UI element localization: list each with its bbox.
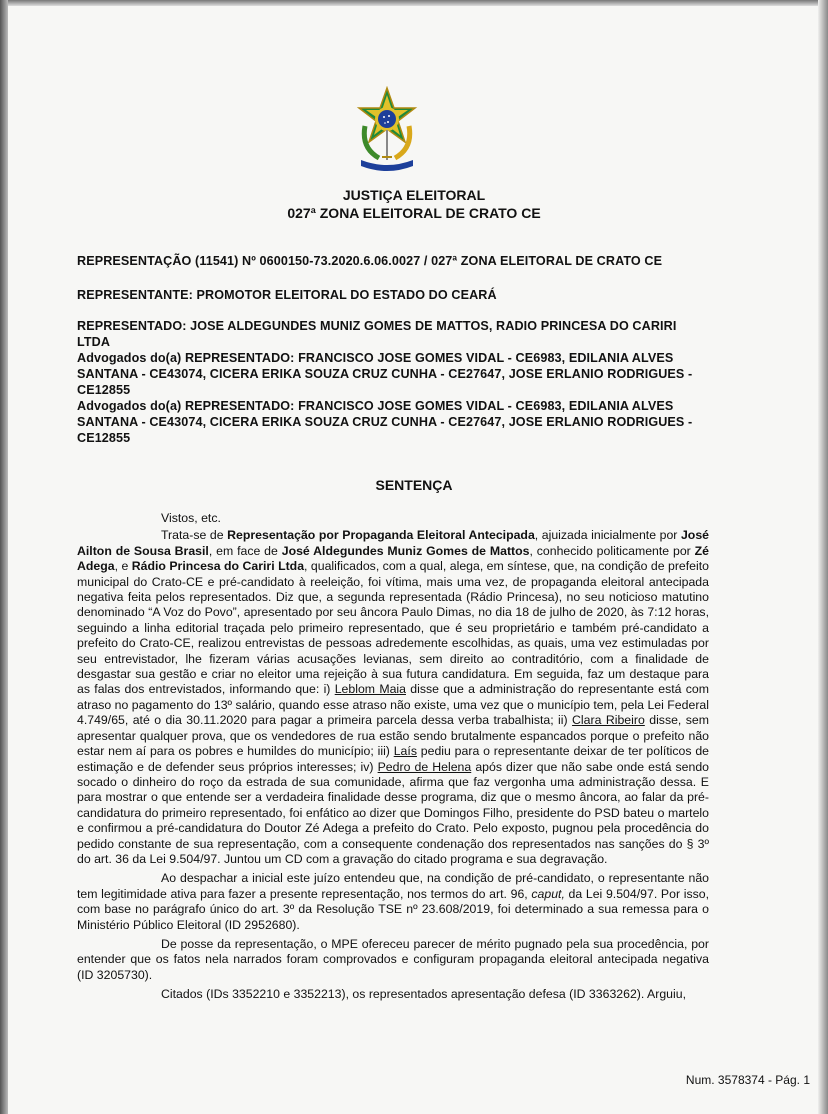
page-edge-right — [818, 0, 828, 1114]
page-edge-left — [0, 0, 8, 1114]
page-footer: Num. 3578374 - Pág. 1 — [685, 1073, 810, 1087]
court-title: JUSTIÇA ELEITORAL — [342, 187, 486, 203]
representado: REPRESENTADO: JOSE ALDEGUNDES MUNIZ GOMES DE MATTOS, RADIO PRINCESA DO CARIRI LTDA — [77, 319, 677, 349]
vistos-line: Vistos, etc. — [161, 511, 221, 525]
paragraph-1: Trata-se de Representação por Propaganda Eleitoral Antecipada, ajuizada inicialmente por José Ailton de Sousa Brasil, em face de José Aldegundes Muniz Gomes de Mattos, conhecido politicamente por Zé Adega, e Rádio Princesa do Cariri Ltda, qualificados, com a qual, alega, em síntese, que, na condição de prefeito municipal do Crato-CE e pré-candidato à reeleição, foi vítima, mais uma vez, de propaganda eleitoral antecipada negativa feita pelos representados. Diz que, a segunda representada (Rádio Princesa), no seu noticioso matutino denominado “A Voz do Povo”, apresentado por seu âncora Paulo Dimas, no dia 18 de julho de 2020, às 7:12 horas, seguindo a linha editorial traçada pelo primeiro representado, que é seu proprietário e também pré-candidato a prefeito do Crato-CE, realizou entrevistas de pessoas adredemente escolhidas, as quais, uma vez estimuladas por seu entrevistador, lhe fizeram várias acusações levianas, sem direito ao contraditório, com a finalidade de desgastar sua gestão e criar no eleitor uma rejeição à sua futura candidatura. Em seguida, faz um destaque para as falas dos entrevistados, informando que: i) Leblom Maia disse que a administração do representante está com atraso no pagamento do 13º salário, quando esse atraso não existe, uma vez que o município tem, pela Lei Federal 4.749/65, até o dia 30.11.2020 para pagar a primeira parcela dessa verba trabalhista; ii) Clara Ribeiro disse, sem apresentar qualquer prova, que os vendedores de rua estão sendo brutalmente espancados porque o prefeito não estar nem aí para os pobres e humildes do município; iii) Laís pediu para o representante deixar de ter políticos de estimação e de defender seus próprios interesses; iv) Pedro de Helena após dizer que não sabe onde está sendo socado o dinheiro do roço da estrada de sua comunidade, afirma que faz vergonha uma administração dessa. E para mostrar o que entende ser a verdadeira finalidade desse programa, diz que o mesmo âncora, ao falar da pré-candidatura do primeiro representado, foi enfático ao dizer que Domingos Filho, presidente do PSD bateu o martelo e confirmou a pré-candidatura do Doutor Zé Adega a prefeito do Crato. Pelo exposto, pugnou pela procedência do pedido constante de sua representação, com a consequente condenação dos representados nas sanções do § 3º do art. 36 da Lei 9.504/97. Juntou um CD com a gravação do citado programa e sua degravação. — [77, 528, 710, 866]
page-edge-top — [0, 0, 828, 6]
paragraph-3: De posse da representação, o MPE ofereceu parecer de mérito pugnado pela sua procedência, por entender que os fatos nela narrados foram comprovados e configuram propaganda eleitoral antecipada negativa (ID 3205730). — [77, 936, 709, 982]
process-number: REPRESENTAÇÃO (11541) Nº 0600150-73.2020.6.06.0027 / 027ª ZONA ELEITORAL DE CRATO CE — [77, 254, 663, 268]
paragraph-2: Ao despachar a inicial este juízo entendeu que, na condição de pré-candidato, o representante não tem legitimidade ativa para fazer a presente representação, nos termos do art. 96, caput, da Lei 9.504/97. Por isso, com base no parágrafo único do art. 3º da Resolução TSE nº 23.608/2019, foi determinado a sua remessa para o Ministério Público Eleitoral (ID 2952680). — [77, 871, 709, 932]
brazil-coat-of-arms-icon — [355, 86, 419, 174]
paragraph-4: Citados (IDs 3352210 e 3352213), os representados apresentação defesa (ID 3363262). Arguiu, — [161, 987, 687, 1002]
sentence-title: SENTENÇA — [375, 477, 453, 493]
advogados-2: Advogados do(a) REPRESENTADO: FRANCISCO JOSE GOMES VIDAL - CE6983, EDILANIA ALVES SANTANA - CE43074, CICERA ERIKA SOUZA CRUZ CUNHA - CE27647, JOSE ERLANIO RODRIGUES - CE12855 — [77, 399, 693, 445]
sentence-body — [77, 511, 709, 1003]
representado-section — [77, 318, 707, 446]
advogados-1: Advogados do(a) REPRESENTADO: FRANCISCO JOSE GOMES VIDAL - CE6983, EDILANIA ALVES SANTANA - CE43074, CICERA ERIKA SOUZA CRUZ CUNHA - CE27647, JOSE ERLANIO RODRIGUES - CE12855 — [77, 351, 693, 397]
representante: REPRESENTANTE: PROMOTOR ELEITORAL DO ESTADO DO CEARÁ — [77, 288, 497, 302]
court-zone: 027ª ZONA ELEITORAL DE CRATO CE — [287, 205, 541, 221]
